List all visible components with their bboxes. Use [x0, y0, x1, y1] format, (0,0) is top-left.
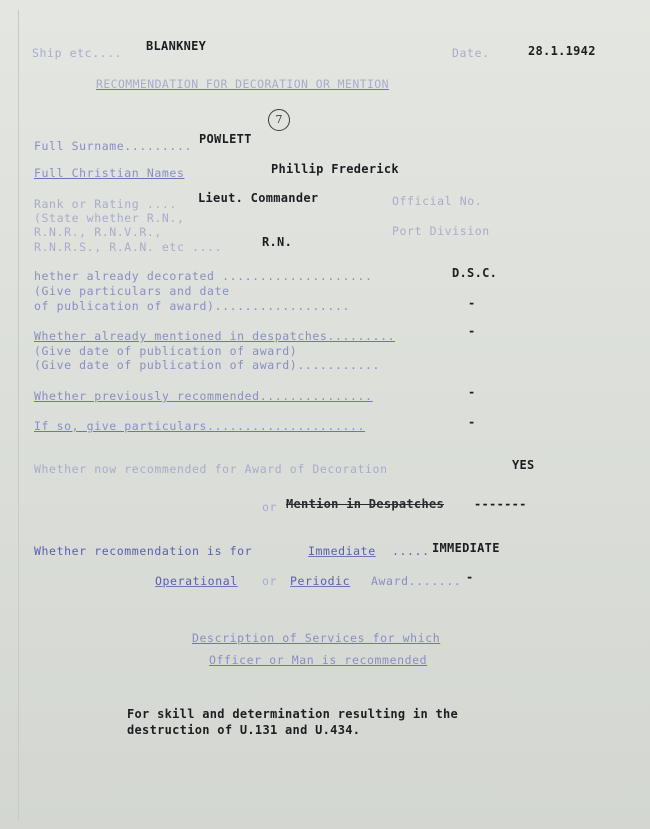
previously-recommended-value: - — [468, 385, 476, 399]
operational-value: - — [466, 570, 474, 584]
decorated-sub-1: (Give particulars and date — [34, 284, 230, 298]
periodic-label: Periodic — [290, 574, 351, 588]
page-number-circle — [268, 109, 290, 131]
if-so-value: - — [468, 415, 476, 429]
christian-names-label: Full Christian Names — [34, 166, 185, 180]
decorated-label: hether already decorated .................... — [34, 269, 373, 283]
or-label: or — [262, 500, 278, 514]
rank-label: Rank or Rating .... — [34, 197, 177, 211]
immediate-dots: ..... — [392, 544, 430, 558]
previously-recommended-label: Whether previously recommended............... — [34, 389, 373, 403]
official-no-label: Official No. — [392, 194, 483, 208]
service-value: R.N. — [262, 235, 293, 249]
immediate-value: IMMEDIATE — [432, 541, 500, 555]
mention-struck: Mention in Despatches — [286, 497, 445, 511]
now-recommended-value: YES — [512, 458, 535, 472]
decorated-sub-2-value: - — [468, 296, 476, 310]
description-line-2: Officer or Man is recommended — [209, 653, 428, 667]
ship-label: Ship etc.... — [32, 46, 123, 60]
immediate-label-b: Immediate — [308, 544, 376, 558]
decorated-sub-2: of publication of award).................. — [34, 299, 350, 313]
state-line-3: R.N.R.S., R.A.N. etc .... — [34, 240, 223, 254]
award-label: Award....... — [371, 574, 462, 588]
date-label: Date. — [452, 46, 490, 60]
surname-value: POWLETT — [199, 132, 252, 146]
despatches-sub-2: (Give date of publication of award)........... — [34, 358, 381, 372]
page-number: 7 — [275, 113, 283, 126]
ship-name: BLANKNEY — [146, 39, 207, 53]
date-value: 28.1.1942 — [528, 44, 596, 58]
state-line-1: (State whether R.N., — [34, 211, 185, 225]
now-recommended-label: Whether now recommended for Award of Decoration — [34, 462, 388, 476]
christian-names-value: Phillip Frederick — [271, 162, 399, 176]
despatches-sub-1: (Give date of publication of award) — [34, 344, 298, 358]
decorated-value: D.S.C. — [452, 266, 498, 280]
immediate-label-a: Whether recommendation is for — [34, 544, 253, 558]
page-fold-line — [18, 10, 19, 820]
despatches-label: Whether already mentioned in despatches......... — [34, 329, 396, 343]
form-title: RECOMMENDATION FOR DECORATION OR MENTION — [96, 77, 389, 91]
if-so-label: If so, give particulars..................... — [34, 419, 366, 433]
rank-value: Lieut. Commander — [198, 191, 319, 205]
citation-line-2: destruction of U.131 and U.434. — [127, 723, 361, 737]
citation-line-1: For skill and determination resulting in the — [127, 707, 459, 721]
despatches-value: - — [468, 324, 476, 338]
operational-or: or — [262, 574, 278, 588]
port-division-label: Port Division — [392, 224, 490, 238]
operational-label: Operational — [155, 574, 238, 588]
surname-label: Full Surname......... — [34, 139, 192, 153]
description-line-1: Description of Services for which — [192, 631, 441, 645]
state-line-2: R.N.R., R.N.V.R., — [34, 225, 162, 239]
mention-dashes: ------- — [474, 497, 527, 511]
